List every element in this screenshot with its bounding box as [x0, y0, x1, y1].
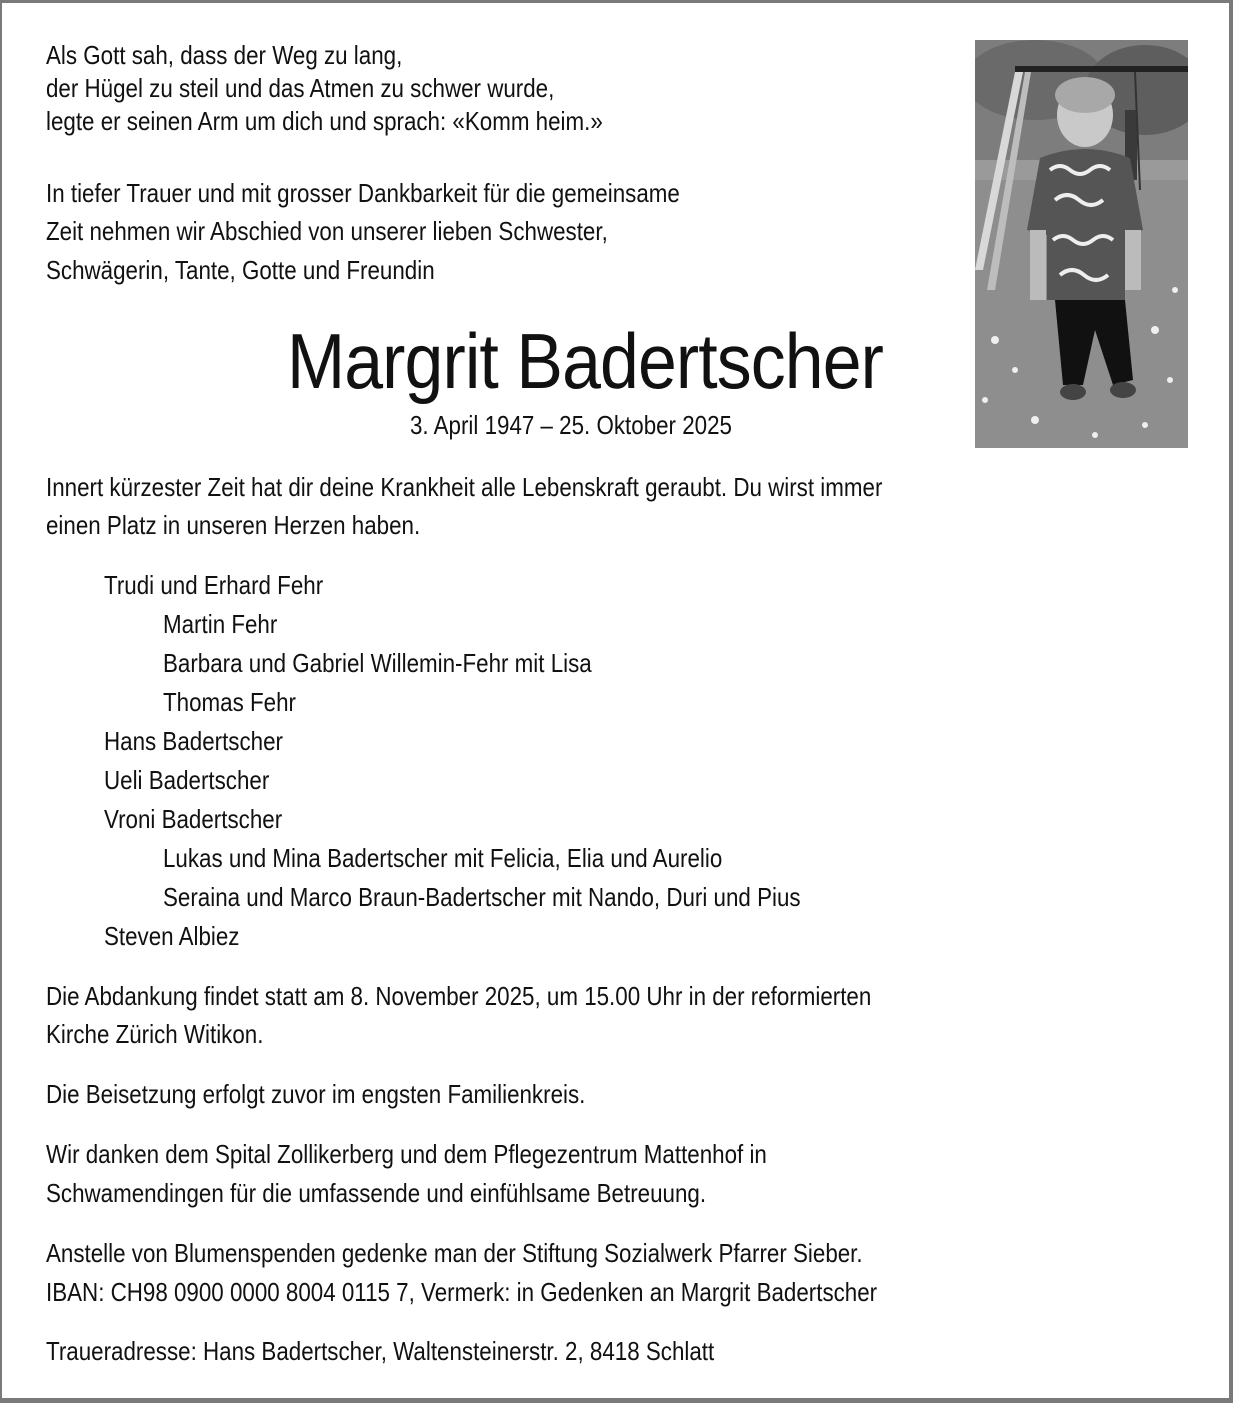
poem-line: Als Gott sah, dass der Weg zu lang, — [46, 40, 403, 70]
mourner-item: Lukas und Mina Badertscher mit Felicia, Elia und Aurelio — [163, 843, 723, 873]
thanks-line: Wir danken dem Spital Zollikerberg und dem Pflegezentrum Mattenhof in — [46, 1139, 767, 1169]
intro-line: Schwägerin, Tante, Gotte und Freundin — [46, 255, 435, 285]
mourner-item: Barbara und Gabriel Willemin-Fehr mit Lisa — [163, 648, 592, 678]
portrait-image — [975, 40, 1188, 448]
poem-line: legte er seinen Arm um dich und sprach: «Komm heim.» — [46, 106, 603, 136]
ceremony-line: Kirche Zürich Witikon. — [46, 1019, 264, 1049]
portrait-photo — [975, 40, 1188, 448]
burial-line: Die Beisetzung erfolgt zuvor im engsten Familienkreis. — [46, 1079, 586, 1109]
mourner-item: Steven Albiez — [104, 921, 240, 951]
intro-line: In tiefer Trauer und mit grosser Dankbarkeit für die gemeinsame — [46, 178, 680, 208]
life-dates: 3. April 1947 – 25. Oktober 2025 — [410, 410, 732, 440]
donation-line: IBAN: CH98 0900 0000 8004 0115 7, Vermerk: in Gedenken an Margrit Badertscher — [46, 1277, 878, 1307]
poem-line: der Hügel zu steil und das Atmen zu schwer wurde, — [46, 73, 555, 103]
intro-line: Zeit nehmen wir Abschied von unserer lieben Schwester, — [46, 216, 608, 246]
tribute-line: einen Platz in unseren Herzen haben. — [46, 510, 421, 540]
mourner-item: Seraina und Marco Braun-Badertscher mit Nando, Duri und Pius — [163, 882, 801, 912]
mourning-address: Traueradresse: Hans Badertscher, Waltensteinerstr. 2, 8418 Schlatt — [46, 1336, 715, 1366]
mourner-item: Trudi und Erhard Fehr — [104, 570, 324, 600]
mourner-item: Vroni Badertscher — [104, 804, 283, 834]
mourner-item: Hans Badertscher — [104, 726, 283, 756]
tribute-line: Innert kürzester Zeit hat dir deine Krankheit alle Lebenskraft geraubt. Du wirst immer — [46, 472, 883, 502]
mourner-item: Thomas Fehr — [163, 687, 296, 717]
ceremony-line: Die Abdankung findet statt am 8. November 2025, um 15.00 Uhr in der reformierten — [46, 981, 872, 1011]
mourner-item: Ueli Badertscher — [104, 765, 270, 795]
mourner-item: Martin Fehr — [163, 609, 278, 639]
deceased-name: Margrit Badertscher — [287, 317, 883, 405]
donation-line: Anstelle von Blumenspenden gedenke man der Stiftung Sozialwerk Pfarrer Sieber. — [46, 1238, 863, 1268]
thanks-line: Schwamendingen für die umfassende und einfühlsame Betreuung. — [46, 1178, 707, 1208]
